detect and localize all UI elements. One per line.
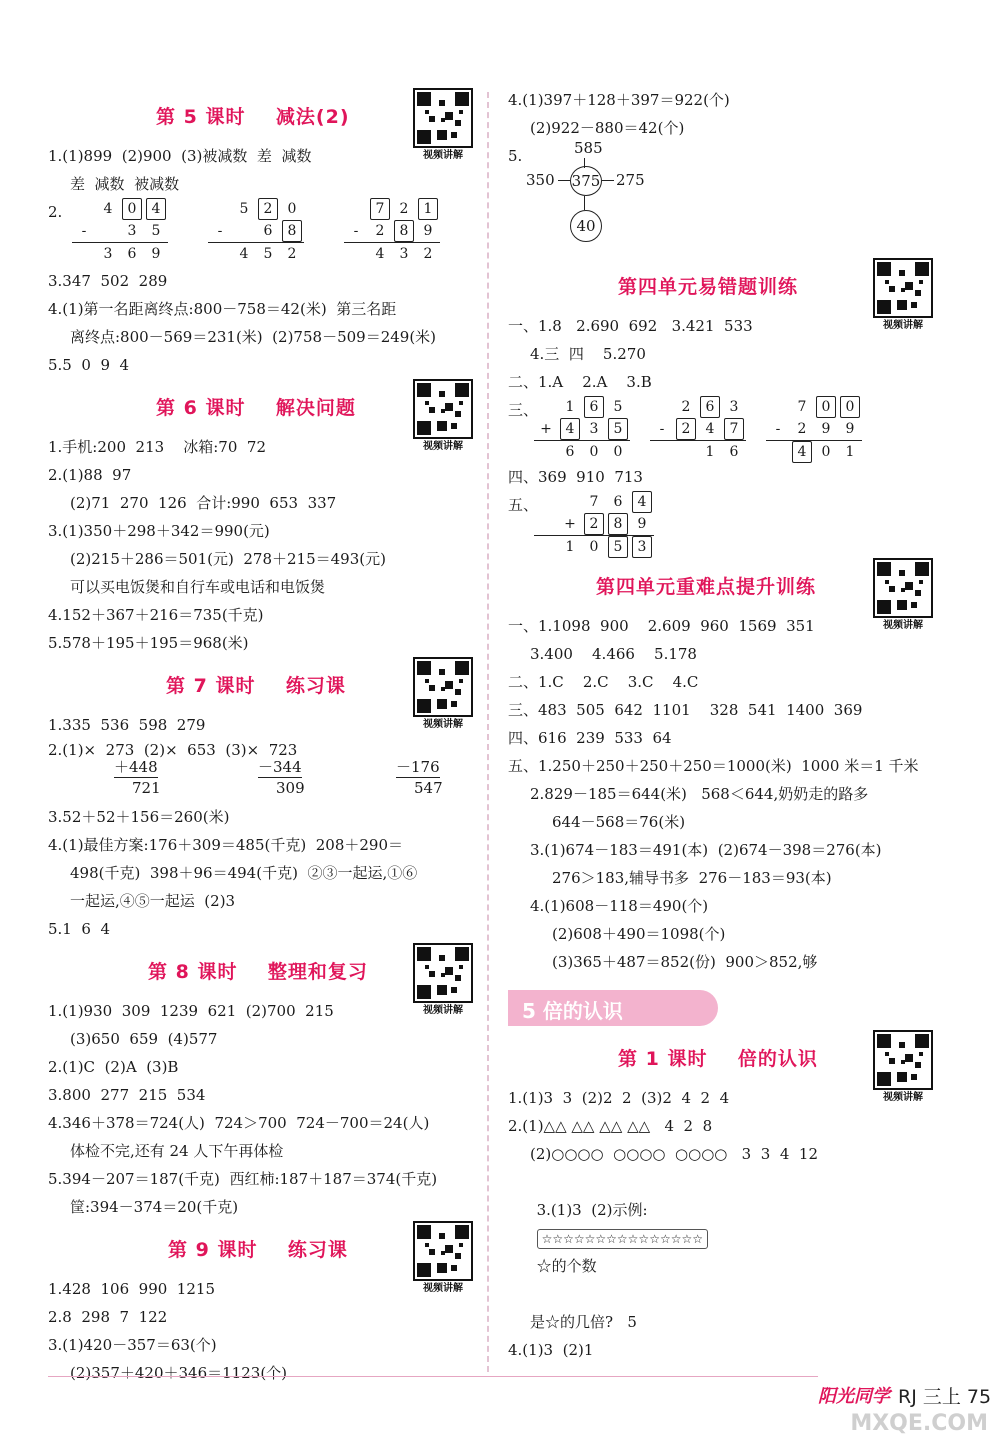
- vertical-calc: 1 6 5 + 4 3 5 6 0 0: [534, 396, 630, 463]
- unit-label: 5 倍的认识: [522, 999, 623, 1023]
- answer-line: 一起运,④⑤一起运 (2)3: [70, 892, 236, 910]
- qr-module: [417, 383, 431, 397]
- answer-line: 2.(1)△△ △△ △△ △△ 4 2 8: [508, 1117, 713, 1135]
- qr-caption: 视频讲解: [423, 150, 463, 161]
- calc-row: [508, 396, 933, 463]
- answer-line: (2)71 270 126 合计:990 653 337: [70, 494, 337, 512]
- qr-module: [455, 661, 469, 675]
- answer-line: 一、1.1098 900 2.609 960 1569 351: [508, 617, 815, 635]
- qr-module: [919, 580, 923, 584]
- answer-line: 1.手机:200 213 冰箱:70 72: [48, 438, 266, 456]
- unit-banner: [508, 984, 933, 1030]
- answer-line: 一、1.8 2.690 692 3.421 533: [508, 317, 753, 335]
- qr-module: [905, 282, 913, 290]
- answer-line: (2)357＋420＋346＝1123(个): [70, 1364, 288, 1382]
- answer-line: 1.(1)899 (2)900 (3)被减数 差 减数: [48, 147, 312, 165]
- qr-module: [911, 1074, 917, 1080]
- brand-logo: 阳光同学: [818, 1386, 890, 1407]
- qr-module: [445, 967, 453, 975]
- answer-line: 3.(1)420－357＝63(个): [48, 1336, 217, 1354]
- calc-result: 547: [414, 779, 443, 797]
- qr-module: [905, 1054, 913, 1062]
- qr-module: [437, 985, 447, 995]
- diagram-top-value: 585: [574, 139, 603, 157]
- section-title: 第 8 课时 整理和复习: [148, 961, 368, 983]
- vertical-calc: 2 6 3 - 2 4 7 1 6: [650, 396, 746, 463]
- calc-line: ＋448: [114, 758, 158, 776]
- qr-module: [877, 262, 891, 276]
- qr-module: [417, 985, 431, 999]
- watermark: MXQE.COM: [850, 1411, 988, 1436]
- qr-code-icon[interactable]: [413, 657, 473, 717]
- qr-module: [455, 947, 469, 961]
- qr-module: [889, 586, 895, 592]
- calc-row: [48, 198, 473, 265]
- answer-line: 二、1.C 2.C 3.C 4.C: [508, 673, 699, 691]
- star-row: ☆☆☆☆☆☆☆☆☆☆☆☆☆☆☆: [537, 1229, 708, 1249]
- answer-line: 4.(1)397＋128＋397＝922(个): [508, 91, 730, 109]
- qr-module: [441, 687, 445, 691]
- answer-line: [508, 1168, 933, 1308]
- qr-module: [455, 1253, 461, 1259]
- answer-line: (3)650 659 (4)577: [70, 1030, 218, 1048]
- question-number: 2.: [48, 203, 63, 221]
- qr-module: [417, 699, 431, 713]
- answer-line: 四、369 910 713: [508, 468, 643, 486]
- qr-module: [417, 1263, 431, 1277]
- diagram-line: [602, 180, 614, 181]
- qr-module: [877, 562, 891, 576]
- answer-line: 5.394－207＝187(千克) 西红柿:187＋187＝374(千克): [48, 1170, 438, 1188]
- number-diagram: [508, 139, 933, 258]
- qr-module: [877, 1034, 891, 1048]
- answer-line: 1.428 106 990 1215: [48, 1280, 215, 1298]
- calc-row: [508, 491, 933, 558]
- qr-module: [417, 661, 431, 675]
- answer-line: (2)922－880＝42(个): [530, 119, 685, 137]
- diagram-bottom-circle: 40: [570, 210, 602, 242]
- qr-module: [425, 679, 429, 683]
- answer-line: (2)○○○○ ○○○○ ○○○○ 3 3 4 12: [530, 1145, 819, 1163]
- qr-module: [915, 290, 921, 296]
- answer-text: ☆的个数: [536, 1257, 597, 1275]
- qr-code-icon[interactable]: [413, 943, 473, 1003]
- right-column: [508, 86, 933, 1364]
- qr-module: [899, 1042, 905, 1048]
- answer-line: 筐:394－374＝20(千克): [70, 1198, 239, 1216]
- answer-line: 可以买电饭煲和自行车或电话和电饭煲: [70, 578, 326, 596]
- qr-module: [455, 92, 469, 106]
- answer-line: 276＞183,辅导书多 276－183＝93(本): [552, 869, 832, 887]
- qr-module: [877, 1072, 891, 1086]
- qr-module: [429, 116, 435, 122]
- qr-module: [911, 602, 917, 608]
- section-title: 第 5 课时 减法(2): [156, 106, 350, 128]
- qr-module: [897, 1072, 907, 1082]
- qr-module: [885, 1052, 889, 1056]
- qr-module: [439, 100, 445, 106]
- answer-line: 2.829－185＝644(米) 568＜644,奶奶走的路多: [530, 785, 869, 803]
- qr-module: [915, 1034, 929, 1048]
- qr-module: [425, 965, 429, 969]
- qr-caption: 视频讲解: [423, 1283, 463, 1294]
- vertical-calc: 7 0 0 - 2 9 9 4 0 1: [766, 396, 862, 463]
- qr-module: [445, 403, 453, 411]
- section-title: 第四单元易错题训练: [618, 276, 799, 298]
- question-number: 5.: [508, 147, 523, 165]
- qr-module: [915, 1062, 921, 1068]
- qr-module: [451, 423, 457, 429]
- answer-line: 5.578＋195＋195＝968(米): [48, 634, 249, 652]
- diagram-right-value: 275: [616, 171, 645, 189]
- qr-module: [429, 407, 435, 413]
- qr-module: [905, 582, 913, 590]
- qr-module: [425, 401, 429, 405]
- qr-module: [439, 669, 445, 675]
- qr-module: [455, 120, 461, 126]
- qr-module: [429, 1249, 435, 1255]
- answer-line: 五、1.250＋250＋250＋250＝1000(米) 1000 米＝1 千米: [508, 757, 919, 775]
- qr-module: [901, 288, 905, 292]
- qr-module: [901, 1060, 905, 1064]
- qr-module: [877, 300, 891, 314]
- qr-module: [417, 947, 431, 961]
- answer-line: 3.800 277 215 534: [48, 1086, 206, 1104]
- footer-rule: [48, 1376, 818, 1377]
- qr-module: [915, 562, 929, 576]
- answer-line: 498(千克) 398＋96＝494(千克) ②③一起运,①⑥: [70, 864, 418, 882]
- diagram-left-value: 350: [526, 171, 555, 189]
- qr-module: [439, 955, 445, 961]
- answer-line: 2.(1)88 97: [48, 466, 132, 484]
- qr-module: [439, 391, 445, 397]
- qr-module: [437, 421, 447, 431]
- calc-check-block: [48, 758, 473, 803]
- answer-line: (2)215＋286＝501(元) 278＋215＝493(元): [70, 550, 386, 568]
- answer-line: 1.(1)930 309 1239 621 (2)700 215: [48, 1002, 334, 1020]
- qr-module: [425, 110, 429, 114]
- qr-module: [459, 401, 463, 405]
- answer-line: (3)365＋487＝852(份) 900＞852,够: [552, 953, 818, 971]
- answer-text: 3.(1)3 (2)示例:: [536, 1201, 648, 1219]
- answer-line: 四、616 239 533 64: [508, 729, 672, 747]
- answer-line: 1.335 536 598 279: [48, 716, 206, 734]
- qr-module: [459, 1243, 463, 1247]
- qr-caption: 视频讲解: [883, 620, 923, 631]
- vertical-calc: 7 2 1 - 2 8 9 4 3 2: [344, 198, 440, 265]
- qr-module: [877, 600, 891, 614]
- qr-module: [425, 1243, 429, 1247]
- answer-line: 4.(1)第一名距离终点:800－758＝42(米) 第三名距: [48, 300, 397, 318]
- answer-line: 体检不完,还有 24 人下午再体检: [70, 1142, 284, 1160]
- answer-line: 644－568＝76(米): [552, 813, 686, 831]
- qr-module: [459, 110, 463, 114]
- qr-module: [445, 1245, 453, 1253]
- calc-result: 721: [132, 779, 161, 797]
- qr-module: [437, 130, 447, 140]
- qr-module: [919, 280, 923, 284]
- qr-module: [451, 987, 457, 993]
- answer-line: 3.52＋52＋156＝260(米): [48, 808, 230, 826]
- answer-line: 二、1.A 2.A 3.B: [508, 373, 652, 391]
- qr-module: [439, 1233, 445, 1239]
- qr-module: [441, 409, 445, 413]
- qr-module: [889, 286, 895, 292]
- answer-line: 4.(1)最佳方案:176＋309＝485(千克) 208＋290＝: [48, 836, 404, 854]
- qr-caption: 视频讲解: [883, 320, 923, 331]
- calc-result: 309: [276, 779, 305, 797]
- qr-module: [455, 1225, 469, 1239]
- qr-module: [417, 421, 431, 435]
- qr-module: [441, 1251, 445, 1255]
- qr-module: [915, 262, 929, 276]
- answer-line: 4.三 四 5.270: [530, 345, 646, 363]
- qr-code-icon[interactable]: [413, 379, 473, 439]
- section-title: 第 6 课时 解决问题: [156, 397, 356, 419]
- qr-module: [455, 689, 461, 695]
- left-column: [48, 88, 473, 1387]
- qr-module: [429, 971, 435, 977]
- answer-line: 2.8 298 7 122: [48, 1308, 168, 1326]
- section-title: 第 9 课时 练习课: [168, 1239, 348, 1261]
- qr-module: [889, 1058, 895, 1064]
- answer-line: 2.(1)× 273 (2)× 653 (3)× 723: [48, 741, 298, 759]
- qr-module: [885, 280, 889, 284]
- answer-line: 4.(1)608－118＝490(个): [530, 897, 709, 915]
- answer-line: 三、483 505 642 1101 328 541 1400 369: [508, 701, 863, 719]
- qr-module: [417, 130, 431, 144]
- question-number: 三、: [508, 401, 539, 419]
- qr-caption: 视频讲解: [423, 1005, 463, 1016]
- section-title: 第 7 课时 练习课: [166, 675, 346, 697]
- qr-module: [417, 1225, 431, 1239]
- qr-module: [451, 1265, 457, 1271]
- qr-module: [455, 411, 461, 417]
- answer-line: 3.(1)350＋298＋342＝990(元): [48, 522, 270, 540]
- qr-code-icon[interactable]: [873, 558, 933, 618]
- answer-line: 2.(1)C (2)A (3)B: [48, 1058, 179, 1076]
- answer-line: 3.(1)674－183＝491(本) (2)674－398＝276(本): [530, 841, 882, 859]
- calc-line: －176: [396, 758, 440, 776]
- qr-module: [455, 383, 469, 397]
- answer-line: 差 减数 被减数: [70, 175, 180, 193]
- answer-line: 5.1 6 4: [48, 920, 111, 938]
- qr-module: [459, 679, 463, 683]
- diagram-line: [584, 196, 585, 210]
- answer-line: 4.346＋378＝724(人) 724＞700 724－700＝24(人): [48, 1114, 430, 1132]
- vertical-calc: 5 2 0 - 6 8 4 5 2: [208, 198, 304, 265]
- answer-line: 离终点:800－569＝231(米) (2)758－509＝249(米): [70, 328, 437, 346]
- qr-module: [455, 975, 461, 981]
- qr-module: [897, 300, 907, 310]
- qr-caption: 视频讲解: [423, 441, 463, 452]
- qr-module: [459, 965, 463, 969]
- qr-caption: 视频讲解: [883, 1092, 923, 1103]
- qr-module: [885, 580, 889, 584]
- column-divider: [487, 92, 489, 1372]
- answer-line: 是☆的几倍? 5: [530, 1313, 637, 1331]
- question-number: 五、: [508, 496, 539, 514]
- answer-line: 4.152＋367＋216＝735(千克): [48, 606, 264, 624]
- qr-module: [441, 973, 445, 977]
- answer-line: 1.(1)3 3 (2)2 2 (3)2 4 2 4: [508, 1089, 730, 1107]
- qr-module: [899, 570, 905, 576]
- unit-pill: [508, 990, 718, 1026]
- diagram-line: [558, 180, 570, 181]
- qr-module: [919, 1052, 923, 1056]
- qr-module: [911, 302, 917, 308]
- qr-code-icon[interactable]: [413, 88, 473, 148]
- vertical-calc: 7 6 4 + 2 8 9 1 0 5 3: [534, 491, 654, 558]
- qr-module: [429, 685, 435, 691]
- qr-module: [451, 132, 457, 138]
- qr-module: [437, 1263, 447, 1273]
- calc-line: －344: [258, 758, 302, 776]
- qr-module: [445, 112, 453, 120]
- qr-module: [897, 600, 907, 610]
- qr-code-icon[interactable]: [413, 1221, 473, 1281]
- qr-caption: 视频讲解: [423, 719, 463, 730]
- qr-module: [417, 92, 431, 106]
- qr-module: [441, 118, 445, 122]
- qr-module: [445, 681, 453, 689]
- answer-line: 4.(1)3 (2)1: [508, 1341, 594, 1359]
- qr-code-icon[interactable]: [873, 1030, 933, 1090]
- qr-module: [899, 270, 905, 276]
- qr-module: [915, 590, 921, 596]
- page-number: RJ 三上 75: [898, 1386, 992, 1408]
- qr-code-icon[interactable]: [873, 258, 933, 318]
- answer-line: (2)608＋490＝1098(个): [552, 925, 726, 943]
- answer-line: 5.5 0 9 4: [48, 356, 130, 374]
- answer-line: 3.347 502 289: [48, 272, 168, 290]
- qr-module: [437, 699, 447, 709]
- vertical-calc: 4 0 4 - 3 5 3 6 9: [72, 198, 168, 265]
- answer-line: 3.400 4.466 5.178: [530, 645, 697, 663]
- diagram-center-circle: 375: [570, 166, 602, 196]
- section-title: 第四单元重难点提升训练: [596, 576, 817, 598]
- qr-module: [451, 701, 457, 707]
- qr-module: [901, 588, 905, 592]
- section-title: 第 1 课时 倍的认识: [618, 1048, 818, 1070]
